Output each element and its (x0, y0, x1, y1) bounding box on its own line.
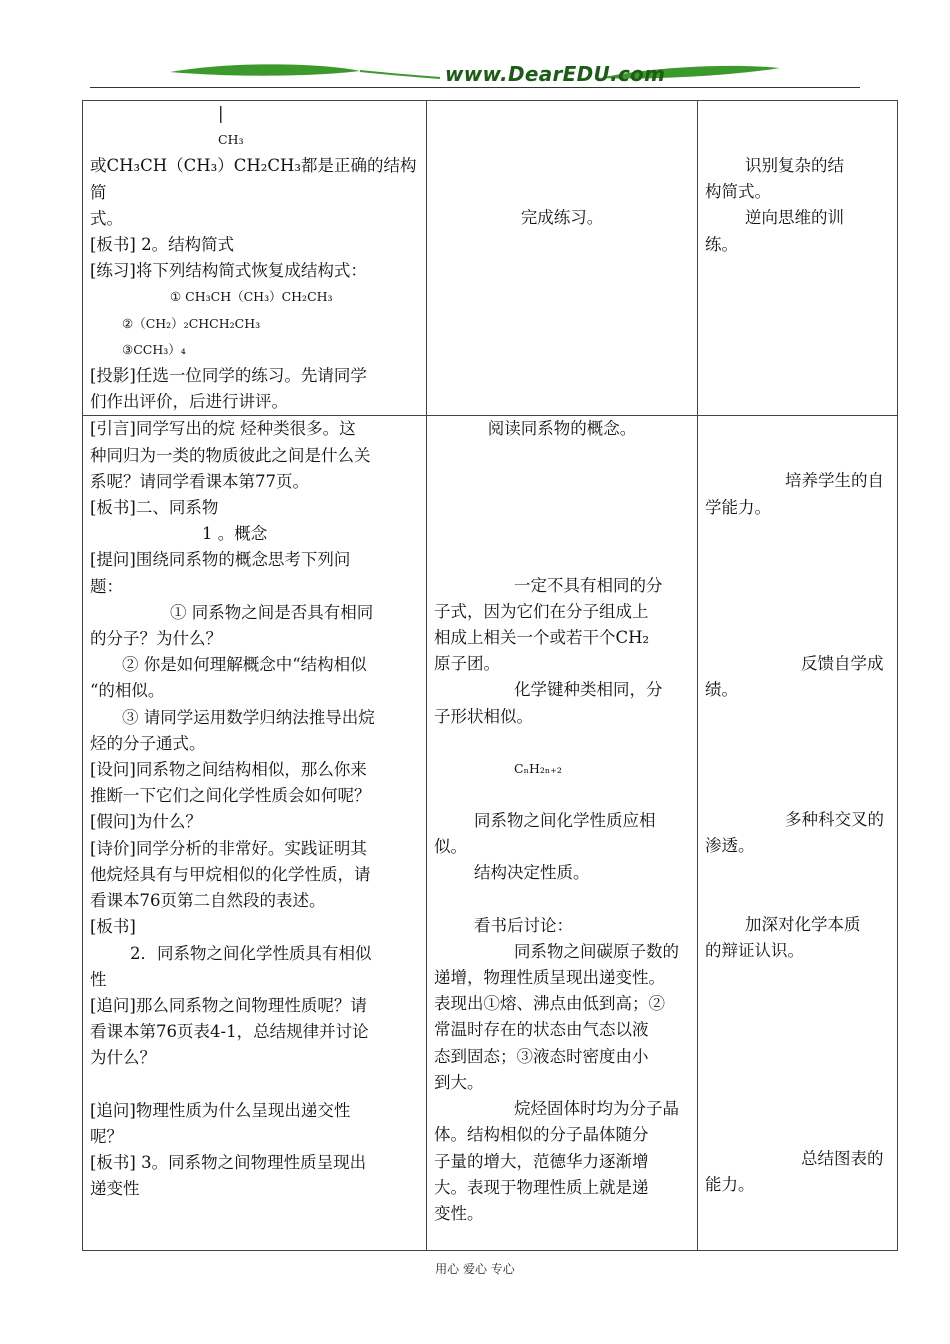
text-line: [板书] (90, 917, 136, 937)
teacher-activity-cell (83, 101, 427, 416)
text-line: 的辩证认识。 (705, 940, 804, 960)
text-line: 体。结构相似的分子晶体随分 (434, 1125, 649, 1145)
text-line: 识别复杂的结 (745, 156, 844, 175)
text-line: 性 (90, 969, 107, 989)
text-line: 能力。 (705, 1175, 755, 1195)
text-line: [提问]围绕同系物的概念思考下列问 (90, 550, 351, 570)
text-line: 态到固态；③液态时密度由小 (434, 1046, 649, 1066)
text-line: ② 你是如何理解概念中“结构相似 (122, 655, 367, 675)
text-line: 反馈自学成 (801, 653, 884, 673)
lesson-plan-table (82, 100, 898, 1251)
text-line: 递变性 (90, 1179, 140, 1199)
text-line: 阅读同系物的概念。 (487, 419, 637, 439)
text-line: 表现出①熔、沸点由低到高；② (434, 994, 665, 1014)
text-line: 绩。 (705, 680, 738, 700)
text-line: 大。表现于物理性质上就是递 (434, 1177, 649, 1197)
text-line: ③ 请同学运用数学归纳法推导出烷 (122, 707, 375, 727)
text-line: 相成上相关一个或若干个CH₂ (434, 628, 650, 648)
text-line: 题： (90, 576, 123, 596)
text-line: 他烷烃具有与甲烷相似的化学性质，请 (90, 864, 371, 884)
text-line: “的相似。 (90, 681, 165, 701)
text-line: 们作出评价，后进行讲评。 (90, 392, 288, 412)
text-line: 到大。 (434, 1072, 484, 1092)
text-line: 常温时存在的状态由气态以液 (434, 1020, 649, 1040)
text-line: 似。 (434, 837, 467, 857)
text-line: 递增，物理性质呈现出递变性。 (434, 968, 665, 988)
formula-ch3: CH₃ (218, 132, 244, 148)
teacher-activity-cell (83, 416, 427, 1251)
text-line: 系呢？请同学看课本第77页。 (90, 471, 309, 491)
text-line: 呢？ (90, 1126, 123, 1146)
text-line: 为什么？ (90, 1048, 156, 1068)
text-line: [诗价]同学分析的非常好。实践证明其 (90, 838, 367, 858)
text-line: 推断一下它们之间化学性质会如何呢？ (90, 786, 371, 806)
text-line: 1 。概念 (202, 524, 268, 544)
text-line: 看课本76页第二自然段的表述。 (90, 891, 326, 911)
text-line: [引言]同学写出的烷 烃种类很多。这 (90, 419, 356, 439)
text-line: 式。 (90, 208, 123, 228)
formula-line: ③CCH₃）₄ (122, 341, 186, 357)
text-line: [追问]物理性质为什么呈现出递交性 (90, 1100, 351, 1120)
text-line: 总结图表的 (801, 1149, 884, 1169)
site-header (90, 58, 860, 90)
formula-line: ②（CH₂）₂CHCH₂CH₃ (122, 315, 261, 331)
text-line: 同系物之间化学性质应相 (474, 811, 656, 831)
text-line: 原子团。 (434, 654, 500, 674)
text-line: 练。 (705, 234, 738, 254)
bond-bar: | (218, 104, 224, 123)
text-line: 的分子？为什么？ (90, 629, 222, 649)
text-line: [假问]为什么？ (90, 812, 202, 832)
student-activity-cell (427, 416, 698, 1251)
text-line: 渗透。 (705, 836, 755, 856)
text-line: [板书]二、同系物 (90, 498, 219, 518)
text-line: 多种科交叉的 (785, 810, 884, 830)
text-line: 子形状相似。 (434, 706, 533, 726)
text-line: 完成练习。 (520, 208, 604, 227)
text-line: 烷烃固体时均为分子晶 (514, 1099, 679, 1119)
text-line: 种同归为一类的物质彼此之间是什么关 (90, 445, 371, 465)
text-line: [设问]同系物之间结构相似，那么你来 (90, 760, 367, 780)
text-line: 结构决定性质。 (474, 863, 590, 883)
text-line: [练习]将下列结构简式恢复成结构式： (90, 261, 367, 281)
text-line: [追问]那么同系物之间物理性质呢？请 (90, 995, 367, 1015)
text-line: ① 同系物之间是否具有相同 (170, 602, 374, 622)
table-row (83, 101, 898, 416)
text-line: 2．同系物之间化学性质具有相似 (130, 943, 372, 963)
text-line: 烃的分子通式。 (90, 733, 206, 753)
text-line: 看书后讨论： (474, 915, 573, 935)
text-line: 加深对化学本质 (745, 914, 861, 934)
text-line: 子式，因为它们在分子组成上 (434, 601, 649, 621)
text-line: 一定不具有相同的分 (514, 575, 663, 595)
text-line: 看课本第76页表4-1，总结规律并讨论 (90, 1022, 369, 1042)
text-line: 培养学生的自 (785, 471, 884, 491)
design-intent-cell (698, 101, 898, 416)
formula-line: ① CH₃CH（CH₃）CH₂CH₃ (170, 289, 333, 305)
text-line: [板书] 3。同系物之间物理性质呈现出 (90, 1152, 367, 1172)
text-line: 构简式。 (705, 182, 771, 202)
general-formula: CₙH₂ₙ₊₂ (514, 760, 562, 776)
text-line: 子量的增大，范德华力逐渐增 (434, 1151, 649, 1171)
text-line: 变性。 (434, 1203, 484, 1223)
text-line: 或CH₃CH（CH₃）CH₂CH₃都是正确的结构简 (90, 156, 417, 202)
site-logo[interactable]: www.DearEDU.com (445, 62, 666, 86)
text-line: 逆向思维的训 (745, 208, 844, 228)
text-line: [板书] 2。结构简式 (90, 235, 235, 255)
design-intent-cell (698, 416, 898, 1251)
text-line: 学能力。 (705, 497, 771, 517)
text-line: [投影]任选一位同学的练习。先请同学 (90, 366, 367, 386)
text-line: 同系物之间碳原子数的 (514, 941, 679, 961)
table-row (83, 416, 898, 1251)
text-line: 化学键种类相同，分 (514, 680, 663, 700)
page-footer: 用心 爱心 专心 (435, 1262, 515, 1276)
header-divider (90, 87, 860, 88)
student-activity-cell (427, 101, 698, 416)
